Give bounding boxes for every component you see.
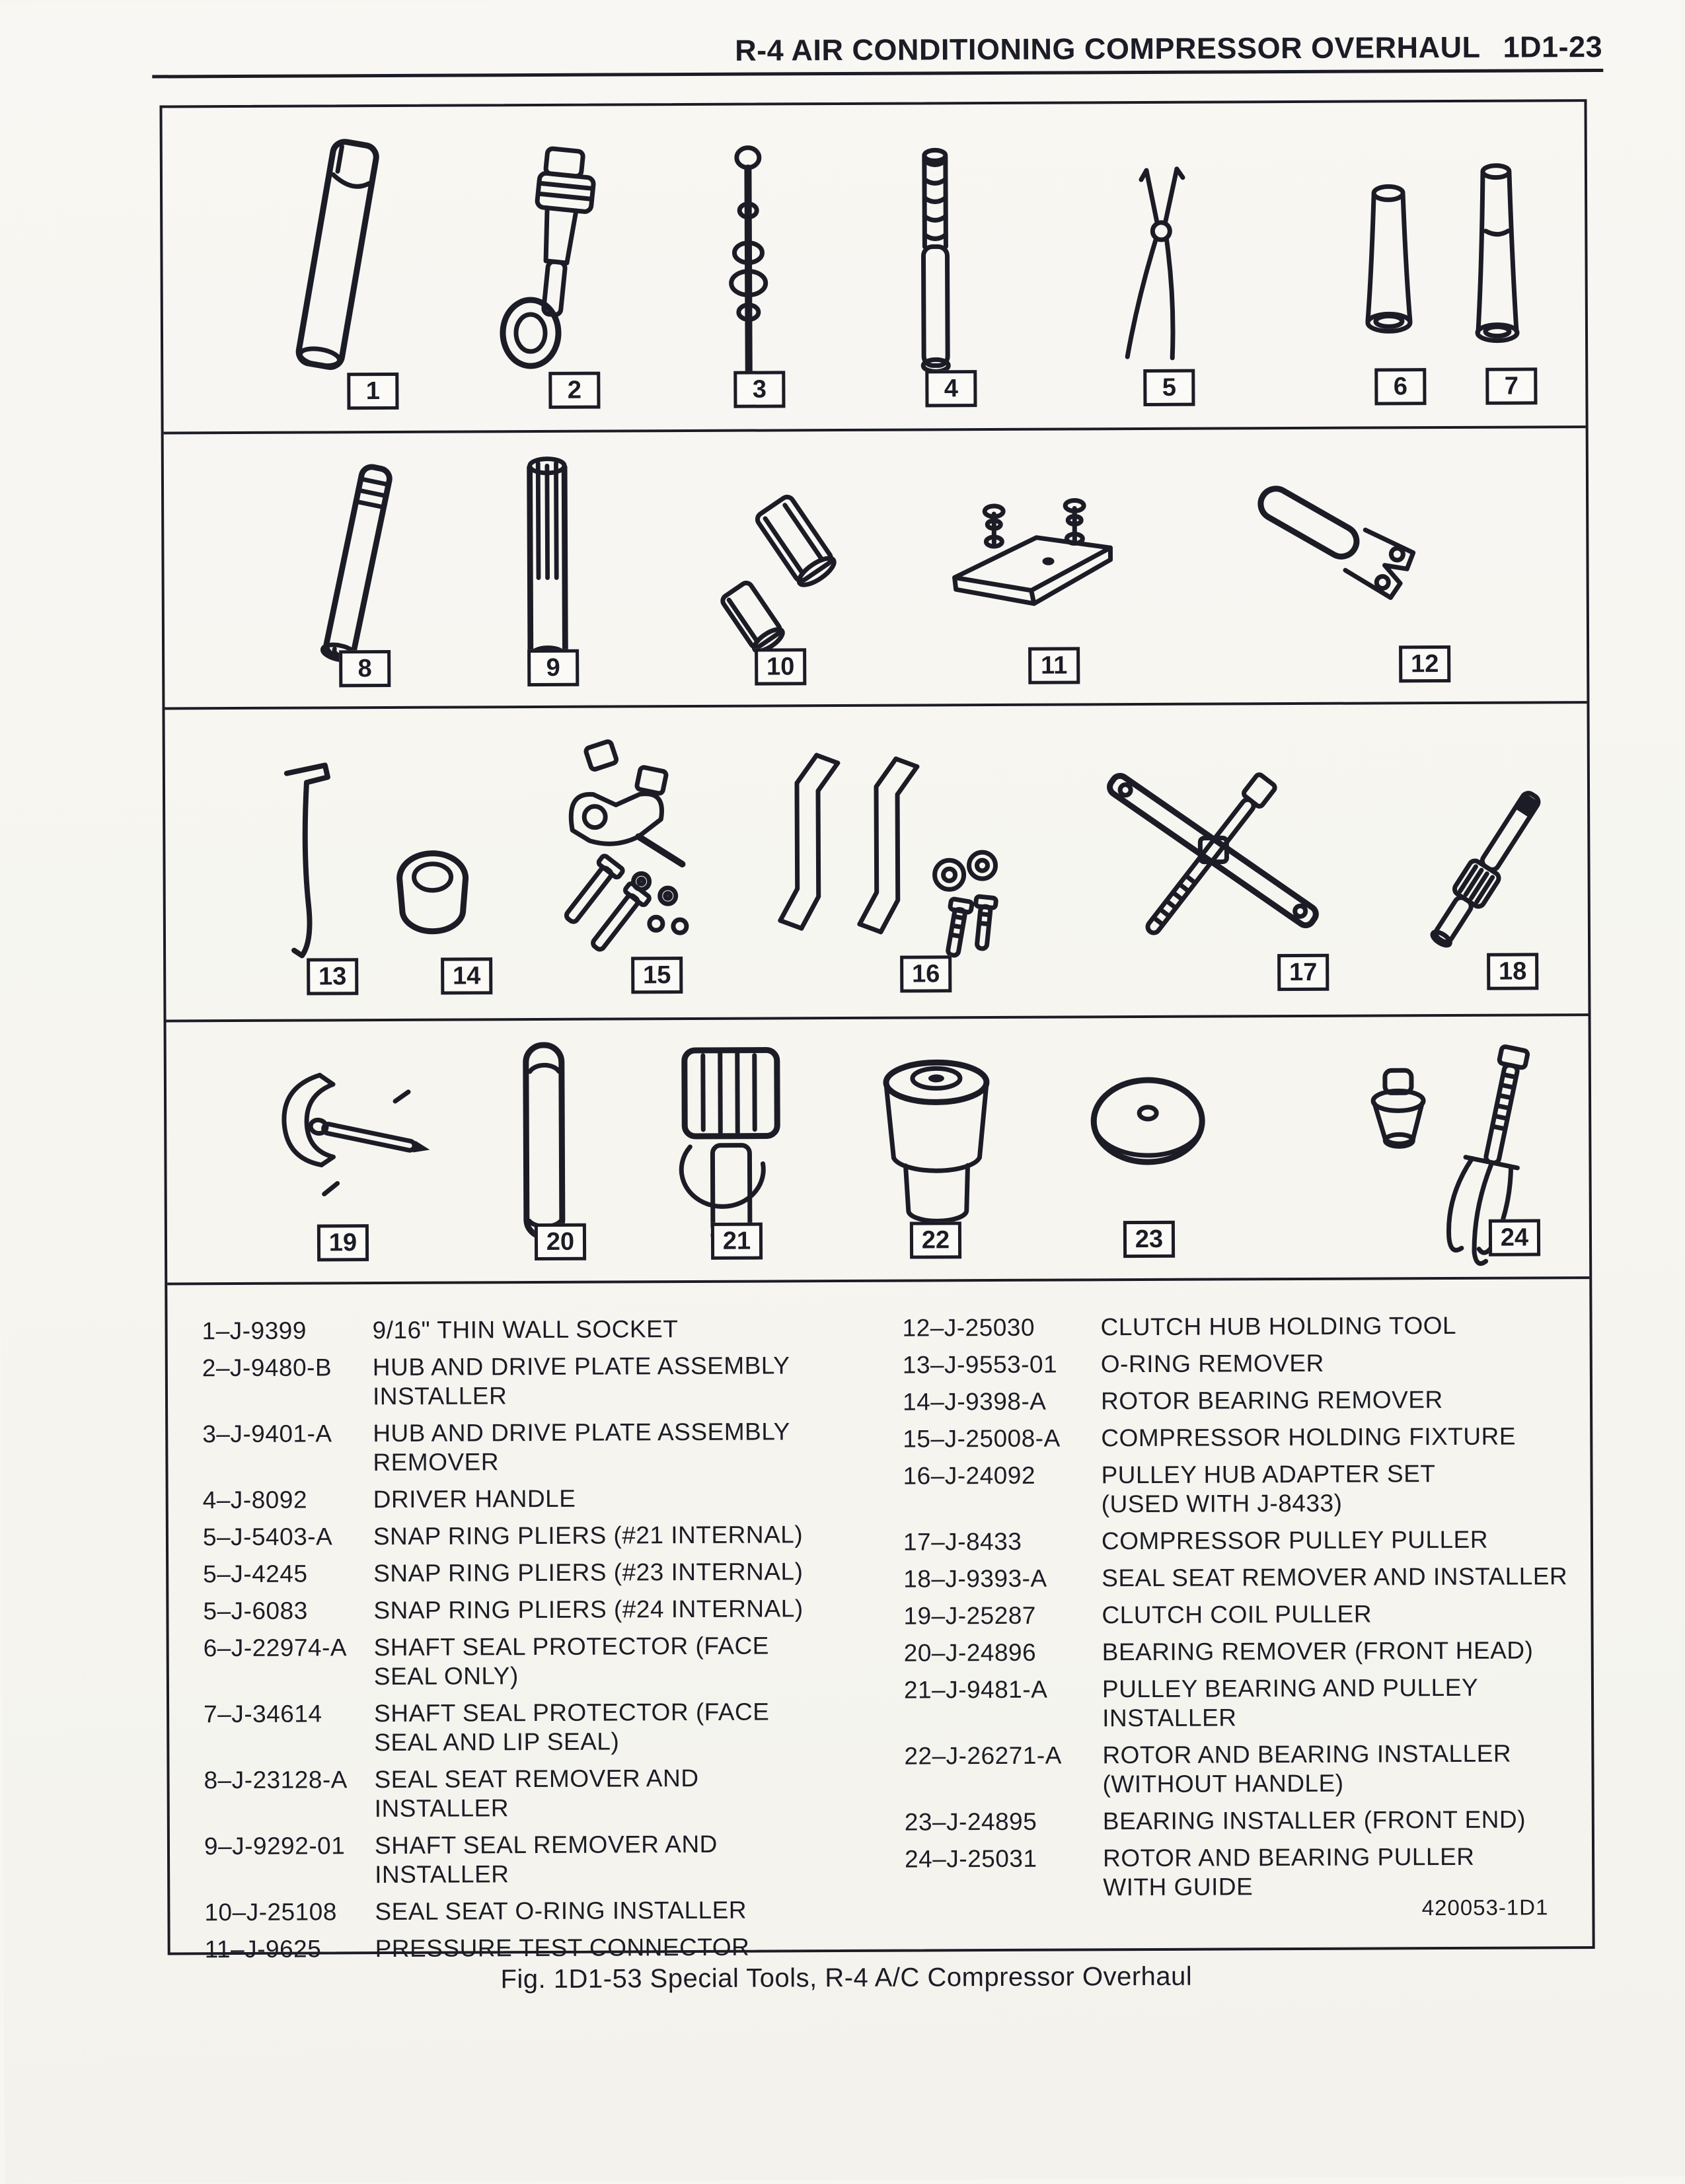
legend-entry-22 [904,1739,1585,1800]
page-title: R-4 AIR CONDITIONING COMPRESSOR OVERHAUL [735,30,1481,67]
tool-description: SEAL SEAT REMOVER AND INSTALLER [374,1764,699,1823]
legend-entry-20 [904,1636,1585,1667]
clutch-hub-holding-tool-illustration [1234,452,1460,651]
legend-entry-1 [202,1314,869,1346]
legend-entry-7 [204,1697,871,1758]
page-number: 1D1-23 [1503,29,1603,64]
tool-code: 5–J-4245 [203,1560,308,1588]
tool-description: PRESSURE TEST CONNECTOR [375,1933,750,1963]
document-number: 420053-1D1 [1421,1895,1549,1920]
tool-description: O-RING REMOVER [1100,1349,1324,1378]
tool-description: CLUTCH HUB HOLDING TOOL [1100,1311,1457,1341]
legend-entry-9 [204,1829,872,1890]
tool-code: 24–J-25031 [904,1844,1037,1873]
tool-description: PULLEY BEARING AND PULLEY INSTALLER [1102,1673,1479,1732]
tool-description: SEAL SEAT REMOVER AND INSTALLER [1102,1562,1568,1592]
page-header [0,30,1602,71]
tool-code: 3–J-9401-A [202,1420,332,1448]
tool-code: 1–J-9399 [202,1317,307,1345]
tool-code: 5–J-6083 [203,1597,308,1625]
legend-entry-4 [203,1483,870,1515]
legend-entry-12 [902,1311,1583,1342]
tool-code: 5–J-5403-A [202,1523,333,1551]
figure-row-2 [164,425,1587,707]
tool-code: 12–J-25030 [902,1313,1035,1342]
tool-number-17: 17 [1277,954,1329,991]
shaft-seal-protector-lip-illustration [1458,151,1538,377]
tool-number-6: 6 [1374,368,1426,405]
tool-code: 4–J-8092 [202,1486,308,1514]
pulley-hub-adapter-set-illustration [760,736,1006,975]
seal-seat-oring-installer-illustration [699,471,852,663]
tool-number-5: 5 [1143,369,1195,406]
tool-number-7: 7 [1485,367,1537,404]
tool-description: SHAFT SEAL PROTECTOR (FACE SEAL ONLY) [373,1632,770,1691]
tool-code: 13–J-9553-01 [902,1350,1058,1379]
legend-entry-8 [204,1763,871,1824]
legend-column-right [902,1311,1585,1911]
tool-description: SNAP RING PLIERS (#23 INTERNAL) [373,1558,804,1587]
seal-seat-remover-installer-illustration [296,456,416,675]
figure-row-4 [167,1013,1590,1282]
tool-number-1: 1 [347,373,398,410]
tool-number-16: 16 [900,955,952,992]
tool-number-23: 23 [1123,1221,1175,1258]
tool-number-10: 10 [755,648,806,685]
legend-entry-5b [203,1557,870,1589]
tool-code: 19–J-25287 [903,1601,1037,1630]
tool-number-24: 24 [1489,1219,1540,1256]
legend-entry-6 [204,1631,871,1692]
legend-entry-10 [204,1895,872,1927]
legend-entry-18 [903,1562,1584,1593]
bearing-remover-front-head-illustration [497,1031,590,1256]
rotor-bearing-remover-illustration [383,837,483,950]
tool-description: ROTOR AND BEARING PULLER WITH GUIDE [1102,1842,1475,1901]
legend-entry-16 [903,1459,1583,1519]
figure-row-3 [165,701,1588,1019]
legend [167,1276,1592,1963]
tool-number-14: 14 [441,957,492,994]
tool-description: COMPRESSOR HOLDING FIXTURE [1101,1422,1516,1452]
tool-number-20: 20 [535,1223,586,1260]
tool-code: 14–J-9398-A [902,1387,1047,1416]
tool-description: 9/16" THIN WALL SOCKET [372,1315,679,1344]
tool-code: 21–J-9481-A [903,1675,1048,1704]
driver-handle-illustration [893,141,980,386]
thin-wall-socket-illustration [262,130,415,388]
tool-description: SNAP RING PLIERS (#21 INTERNAL) [373,1521,804,1550]
tool-number-21: 21 [711,1223,763,1260]
tool-code: 2–J-9480-B [202,1354,332,1382]
tool-number-8: 8 [339,650,391,687]
tool-description: SHAFT SEAL PROTECTOR (FACE SEAL AND LIP SEAL) [374,1698,770,1757]
legend-entry-13 [903,1348,1583,1379]
legend-entry-19 [903,1599,1584,1630]
tool-code: 17–J-8433 [903,1527,1022,1556]
tool-number-12: 12 [1399,645,1450,682]
tool-code: 9–J-9292-01 [204,1832,346,1860]
legend-entry-21 [904,1673,1585,1733]
tool-code: 16–J-24092 [903,1461,1036,1490]
hub-drive-plate-installer-illustration [493,143,613,375]
pressure-test-connector-illustration [937,476,1129,636]
tool-code: 15–J-25008-A [903,1424,1061,1453]
tool-number-19: 19 [317,1224,369,1261]
tool-description: CLUTCH COIL PULLER [1102,1600,1372,1629]
rotor-bearing-installer-illustration [867,1045,1006,1244]
tool-code: 10–J-25108 [204,1898,337,1926]
tool-number-18: 18 [1487,953,1538,990]
compressor-holding-fixture-illustration [509,731,735,976]
figure-caption: Fig. 1D1-53 Special Tools, R-4 A/C Compressor Overhaul [500,1961,1193,1994]
legend-column-left [202,1314,872,1972]
legend-entry-11 [205,1932,872,1964]
legend-entry-17 [903,1525,1584,1556]
tool-code: 11–J-9625 [204,1935,322,1963]
tool-description: HUB AND DRIVE PLATE ASSEMBLY INSTALLER [372,1352,790,1410]
tool-code: 7–J-34614 [204,1700,322,1728]
hub-drive-plate-remover-illustration [704,141,792,386]
legend-entry-14 [903,1385,1583,1416]
tool-description: SEAL SEAT O-RING INSTALLER [375,1896,747,1926]
tool-description: HUB AND DRIVE PLATE ASSEMBLY REMOVER [373,1418,790,1476]
tool-number-22: 22 [910,1221,961,1258]
tool-code: 20–J-24896 [903,1638,1037,1667]
tool-description: DRIVER HANDLE [373,1484,576,1513]
tool-code: 22–J-26271-A [904,1741,1062,1770]
tool-description: BEARING REMOVER (FRONT HEAD) [1102,1636,1534,1666]
tool-number-9: 9 [527,649,579,686]
tool-description: SNAP RING PLIERS (#24 INTERNAL) [373,1595,804,1624]
tool-number-2: 2 [548,372,600,409]
seal-seat-remover-installer-2-illustration [1414,776,1554,968]
tool-number-11: 11 [1028,647,1080,684]
bearing-installer-front-end-illustration [1078,1064,1218,1204]
shaft-seal-protector-face-illustration [1349,165,1429,371]
compressor-pulley-puller-illustration [1070,721,1356,980]
snap-ring-pliers-illustration [1098,153,1211,379]
tool-description: ROTOR BEARING REMOVER [1100,1386,1443,1415]
legend-entry-23 [905,1805,1585,1837]
legend-entry-15 [903,1422,1583,1453]
legend-entry-2 [202,1351,870,1412]
tool-description: ROTOR AND BEARING INSTALLER (WITHOUT HANDLE) [1102,1739,1512,1798]
header-rule [152,69,1603,79]
tool-number-3: 3 [733,371,785,408]
tool-description: COMPRESSOR PULLEY PULLER [1101,1525,1489,1555]
clutch-coil-puller-illustration [259,1058,431,1230]
tool-number-4: 4 [925,370,977,407]
tool-code: 23–J-24895 [904,1807,1037,1836]
tool-code: 18–J-9393-A [903,1564,1047,1593]
figure-box [159,99,1594,1963]
tool-number-15: 15 [631,957,683,994]
tool-description: PULLEY HUB ADAPTER SET (USED WITH J-8433) [1101,1460,1436,1518]
o-ring-remover-illustration [264,745,352,977]
legend-entry-3 [202,1417,870,1478]
legend-entry-5c [203,1594,870,1626]
tool-description: BEARING INSTALLER (FRONT END) [1102,1805,1526,1835]
legend-entry-5a [203,1520,870,1552]
figure-row-1 [163,102,1586,431]
tool-number-13: 13 [307,958,358,995]
tool-code: 6–J-22974-A [203,1634,348,1662]
tool-code: 8–J-23128-A [204,1766,348,1794]
tool-description: SHAFT SEAL REMOVER AND INSTALLER [374,1830,718,1889]
legend-entry-24 [905,1842,1585,1903]
